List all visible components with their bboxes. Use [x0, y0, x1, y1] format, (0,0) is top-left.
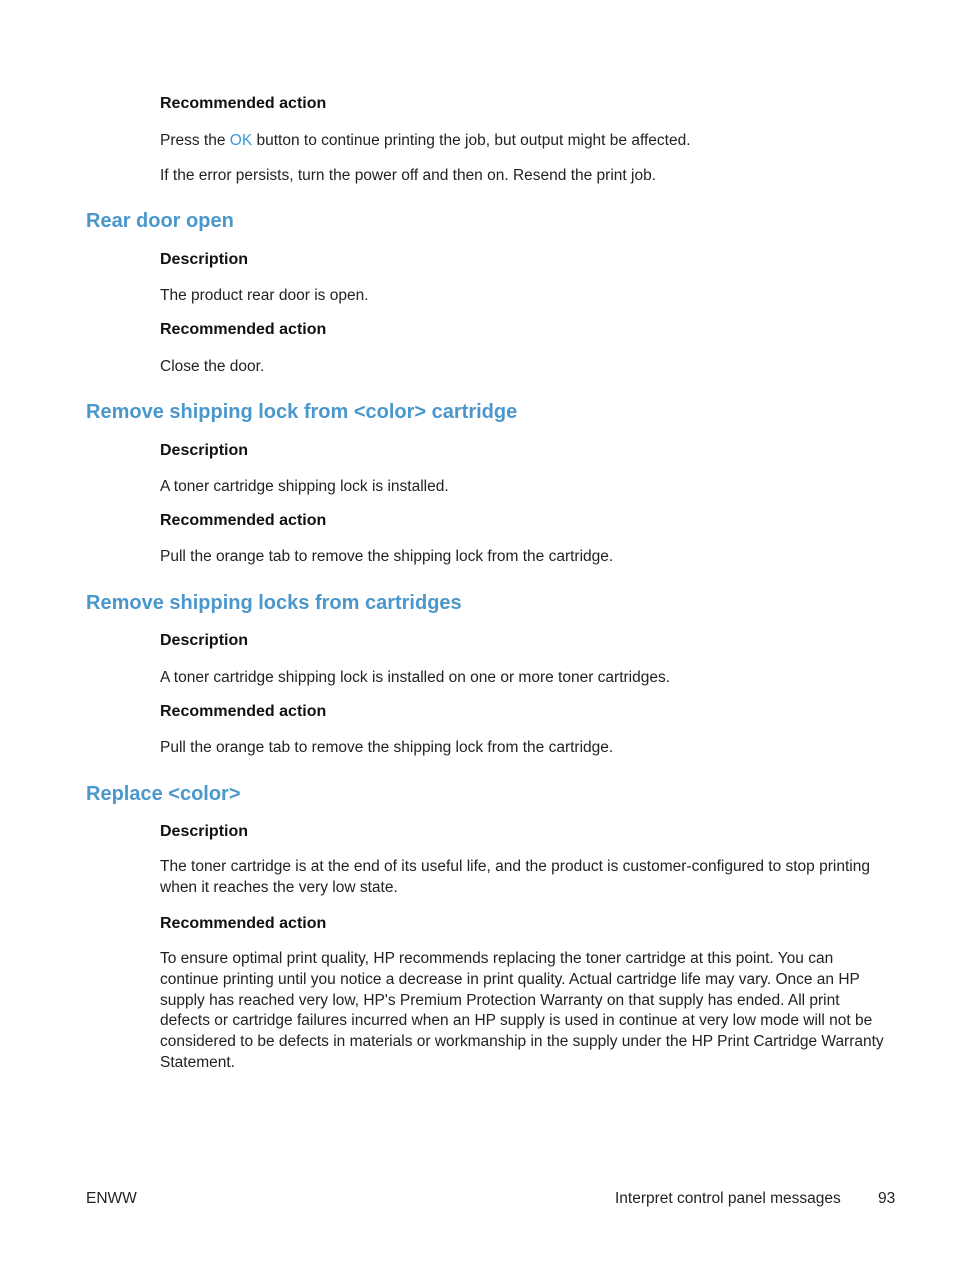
- top-action-text-post: button to continue printing the job, but output might be affected.: [252, 132, 691, 149]
- description-text: The toner cartridge is at the end of its useful life, and the product is customer-configured to stop printing when it reaches the very low state.: [160, 858, 870, 896]
- description-label: Description: [160, 823, 249, 840]
- section-heading-remove-shipping-lock: Remove shipping lock from <color> cartridge: [86, 401, 518, 423]
- recommended-action-text: To ensure optimal print quality, HP recommends replacing the toner cartridge at this point. You can continue printing until you notice a decrease in print quality. Actual cartridge life may vary. Once an HP supply has reached very low, HP's Premium Protection Warranty on that supply has ended. All print defects or cartridge failures incurred when an HP supply is used in continue at very low mode will not be considered to be defects in materials or workmanship in the supply under the HP Print Cartridge Warranty Statement.: [160, 950, 884, 1071]
- recommended-action-label: Recommended action: [160, 512, 327, 529]
- description-text: A toner cartridge shipping lock is installed on one or more toner cartridges.: [160, 669, 671, 686]
- recommended-action-text: Close the door.: [160, 358, 265, 375]
- section-heading-rear-door-open: Rear door open: [86, 210, 234, 232]
- recommended-action-label: Recommended action: [160, 95, 327, 112]
- description-label: Description: [160, 442, 249, 459]
- ok-button-link[interactable]: OK: [229, 132, 253, 149]
- page-number: 93: [878, 1190, 896, 1207]
- top-action-line-2: If the error persists, turn the power off and then on. Resend the print job.: [160, 167, 656, 184]
- section-heading-replace-color: Replace <color>: [86, 783, 241, 805]
- description-label: Description: [160, 632, 249, 649]
- recommended-action-label: Recommended action: [160, 703, 327, 720]
- recommended-action-label: Recommended action: [160, 915, 327, 932]
- section-heading-remove-shipping-locks: Remove shipping locks from cartridges: [86, 592, 462, 614]
- recommended-action-text: Pull the orange tab to remove the shipping lock from the cartridge.: [160, 548, 614, 565]
- footer-section-title: Interpret control panel messages: [615, 1190, 841, 1207]
- footer-left: ENWW: [86, 1190, 137, 1207]
- recommended-action-text: Pull the orange tab to remove the shipping lock from the cartridge.: [160, 739, 614, 756]
- description-label: Description: [160, 251, 249, 268]
- description-text: A toner cartridge shipping lock is installed.: [160, 478, 449, 495]
- recommended-action-label: Recommended action: [160, 321, 327, 338]
- description-text: The product rear door is open.: [160, 287, 369, 304]
- top-action-line-1: [160, 130, 691, 151]
- top-action-text-pre: Press the: [160, 132, 230, 149]
